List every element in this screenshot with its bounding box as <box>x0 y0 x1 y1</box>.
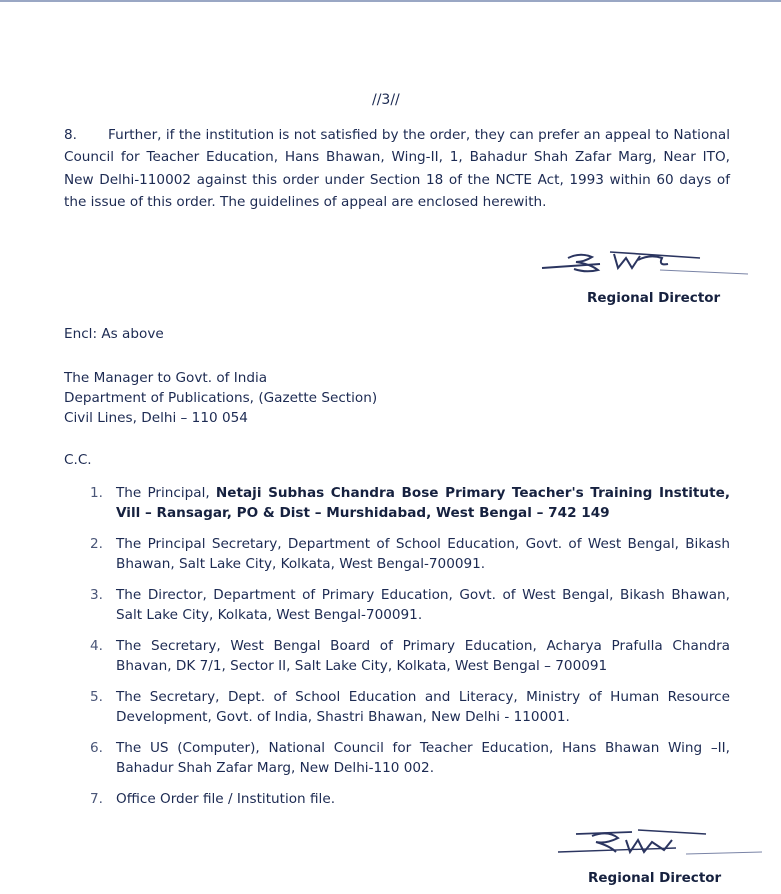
addressee-line-1: The Manager to Govt. of India <box>64 370 268 386</box>
cc-item <box>90 586 730 625</box>
cc-item-number: 5. <box>90 689 103 705</box>
cc-item <box>90 790 730 810</box>
cc-item <box>90 688 730 727</box>
addressee-block <box>64 368 377 428</box>
cc-item-number: 3. <box>90 587 103 603</box>
paragraph-8 <box>64 124 730 213</box>
cc-item-number: 6. <box>90 740 103 756</box>
cc-item-number: 4. <box>90 638 103 654</box>
cc-list <box>90 484 730 822</box>
cc-item-number: 7. <box>90 791 103 807</box>
paragraph-text: Further, if the institution is not satisfied by the order, they can prefer an appeal to National Council for Teacher Education, Hans Bhawan, Wing-II, 1, Bahadur Shah Zafar Marg, Near ITO, New Delhi-110002 against this order under Section 18 of the NCTE Act, 1993 within 60 days of the issue of this order. The guidelines of appeal are enclosed herewith. <box>64 127 730 210</box>
signature-2 <box>556 822 766 860</box>
cc-item <box>90 637 730 676</box>
cc-item-number: 1. <box>90 485 103 501</box>
signature-image <box>556 822 766 860</box>
cc-item-text: The Principal, <box>116 485 216 501</box>
signatory-title-1: Regional Director <box>587 290 721 306</box>
cc-item <box>90 535 730 574</box>
enclosure-note: Encl: As above <box>64 326 164 342</box>
addressee-line-3: Civil Lines, Delhi – 110 054 <box>64 410 248 426</box>
cc-item-number: 2. <box>90 536 103 552</box>
paragraph-number: 8. <box>64 127 77 143</box>
cc-item <box>90 484 730 523</box>
cc-item-text: The Secretary, West Bengal Board of Primary Education, Acharya Prafulla Chandra Bhavan, DK 7/1, Sector II, Salt Lake City, Kolkata, West Bengal – 700091 <box>116 638 730 674</box>
cc-item-text: Office Order file / Institution file. <box>116 791 336 807</box>
signature-1 <box>540 240 750 280</box>
signature-image <box>540 240 750 280</box>
signatory-title-2: Regional Director <box>588 870 722 886</box>
cc-item-text: The Secretary, Dept. of School Education and Literacy, Ministry of Human Resource Development, Govt. of India, Shastri Bhawan, New Delhi - 110001. <box>116 689 730 725</box>
addressee-line-2: Department of Publications, (Gazette Section) <box>64 390 378 406</box>
cc-item-text: The Principal Secretary, Department of School Education, Govt. of West Bengal, Bikash Bhawan, Salt Lake City, Kolkata, West Bengal-700091. <box>116 536 730 572</box>
cc-item-bold-text: Netaji Subhas Chandra Bose Primary Teacher's Training Institute, Vill – Ransagar, PO & Dist – Murshidabad, West Bengal – 742 149 <box>116 485 730 521</box>
top-border <box>0 0 781 2</box>
page-number: //3// <box>372 92 400 108</box>
cc-item <box>90 739 730 778</box>
cc-item-text: The Director, Department of Primary Education, Govt. of West Bengal, Bikash Bhawan, Salt Lake City, Kolkata, West Bengal-700091. <box>116 587 730 623</box>
cc-label: C.C. <box>64 452 92 468</box>
cc-item-text: The US (Computer), National Council for Teacher Education, Hans Bhawan Wing –II, Bahadur Shah Zafar Marg, New Delhi-110 002. <box>116 740 730 776</box>
